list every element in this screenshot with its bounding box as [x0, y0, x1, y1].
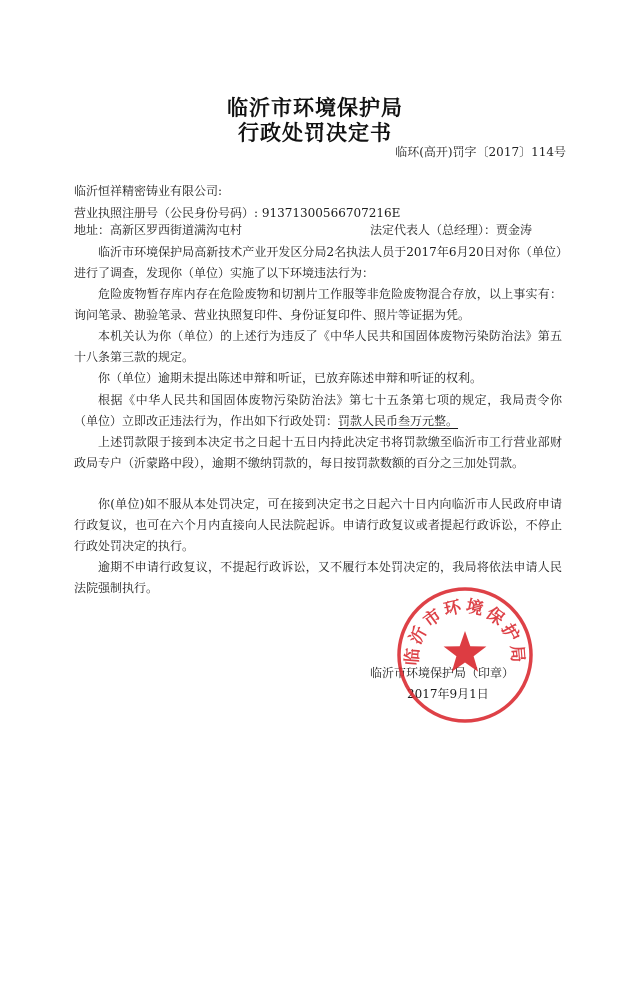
- license-number: 营业执照注册号（公民身份号码）: 91371300566707216E: [74, 206, 401, 220]
- recipient-address: 地址：高新区罗西街道满沟屯村: [74, 223, 243, 237]
- paragraph-investigation: 临沂市环境保护局高新技术产业开发区分局2名执法人员于2017年6月20日对你（单位）进行了调查，发现你（单位）实施了以下环境违法行为：: [74, 245, 562, 280]
- paragraph-appeal: 你(单位)如不服从本处罚决定，可在接到决定书之日起六十日内向临沂市人民政府申请行政复议，也可在六个月内直接向人民法院起诉。申请行政复议或者提起行政诉讼，不停止行政处罚决定的执行。: [74, 497, 562, 553]
- issue-date: 2017年9月1日: [407, 687, 489, 701]
- paragraph-enforcement: 逾期不申请行政复议，不提起行政诉讼，又不履行本处罚决定的，我局将依法申请人民法院强制执行。: [74, 560, 562, 595]
- document-title-type: 行政处罚决定书: [238, 121, 392, 145]
- paragraph-hearing: 你（单位）逾期未提出陈述申辩和听证，已放弃陈述申辩和听证的权利。: [98, 371, 483, 385]
- recipient-name: 临沂恒祥精密铸业有限公司:: [74, 184, 223, 198]
- document-title-agency: 临沂市环境保护局: [227, 96, 403, 120]
- paragraph-violation: 本机关认为你（单位）的上述行为违反了《中华人民共和国固体废物污染防治法》第五十八条第三款的规定。: [74, 329, 562, 364]
- seal-star-icon: [444, 631, 487, 672]
- official-seal: [395, 585, 535, 725]
- paragraph-payment: 上述罚款限于接到本决定书之日起十五日内持此决定书将罚款缴至临沂市工行营业部财政局专户（沂蒙路中段），逾期不缴纳罚款的，每日按罚款数额的百分之三加处罚款。: [74, 435, 562, 470]
- seal-text: 临沂市环境保护局: [402, 596, 528, 667]
- penalty-basis: 根据《中华人民共和国固体废物污染防治法》第七十五条第七项的规定，我局责令你（单位）立即改正违法行为，作出如下行政处罚：: [74, 393, 562, 428]
- issuing-authority: 临沂市环境保护局（印章）: [370, 666, 515, 680]
- paragraph-facts: 危险废物暂存库内存在危险废物和切割片工作服等非危险废物混合存放，以上事实有：询问笔录、勘验笔录、营业执照复印件、身份证复印件、照片等证据为凭。: [74, 287, 562, 322]
- penalty-amount: 罚款人民币叁万元整。: [338, 414, 459, 428]
- document-number: 临环(高开)罚字〔2017〕114号: [395, 145, 566, 159]
- paragraph-penalty: [74, 390, 562, 432]
- legal-representative: 法定代表人（总经理）：贾金涛: [370, 223, 533, 237]
